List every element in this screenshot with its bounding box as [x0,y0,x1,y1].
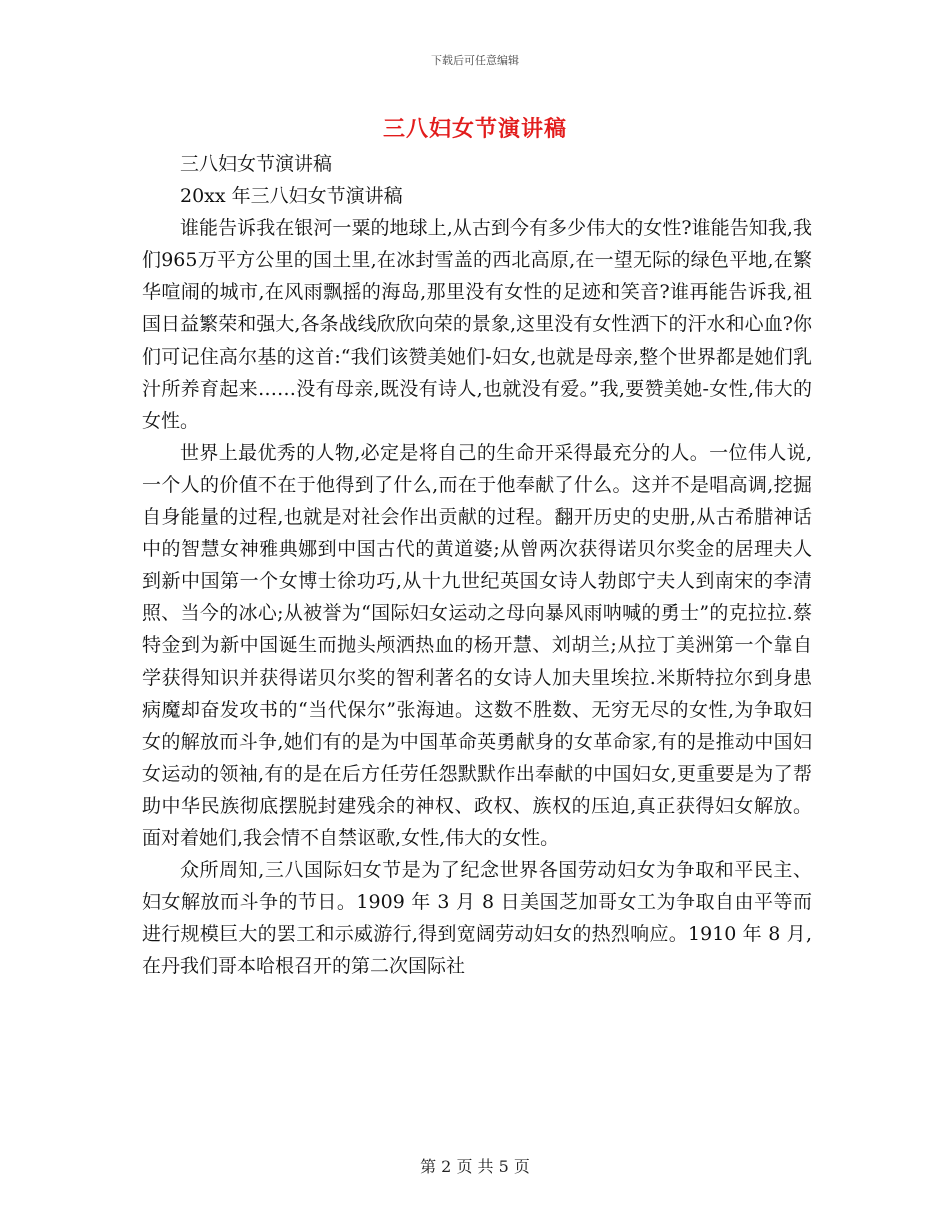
page-header: 下载后可任意编辑 [431,54,519,67]
paragraph: 世界上最优秀的人物,必定是将自己的生命开采得最充分的人。一位伟人说,一个人的价值不在于他得到了什么,而在于他奉献了什么。这并不是唱高调,挖掘自身能量的过程,也就是对社会作出贡献的过程。翻开历史的史册,从古希腊神话中的智慧女神雅典娜到中国古代的黄道婆;从曾两次获得诺贝尔奖金的居理夫人到新中国第一个女博士徐功巧,从十九世纪英国女诗人勃郎宁夫人到南宋的李清照、当今的冰心;从被誉为“国际妇女运动之母向暴风雨呐喊的勇士”的克拉拉.蔡特金到为新中国诞生而抛头颅洒热血的杨开慧、刘胡兰;从拉丁美洲第一个靠自学获得知识并获得诺贝尔奖的智利著名的女诗人加夫里埃拉.米斯特拉尔到身患病魔却奋发攻书的“当代保尔”张海迪。这数不胜数、无穷无尽的女性,为争取妇女的解放而斗争,她们有的是为中国革命英勇献身的女革命家,有的是推动中国妇女运动的领袖,有的是在后方任劳任怨默默作出奉献的中国妇女,更重要是为了帮助中华民族彻底摆脱封建残余的神权、政权、族权的压迫,真正获得妇女解放。面对着她们,我会情不自禁讴歌,女性,伟大的女性。 [142,441,812,849]
paragraph: 三八妇女节演讲稿 [180,153,333,175]
paragraph: 20xx 年三八妇女节演讲稿 [180,185,403,208]
document-body [142,148,812,982]
page-number-footer: 第 2 页 共 5 页 [420,1157,530,1176]
paragraph: 谁能告诉我在银河一粟的地球上,从古到今有多少伟大的女性?谁能告知我,我们965万平方公里的国土里,在冰封雪盖的西北高原,在一望无际的绿色平地,在繁华喧闹的城市,在风雨飘摇的海岛,那里没有女性的足迹和笑音?谁再能告诉我,祖国日益繁荣和强大,各条战线欣欣向荣的景象,这里没有女性洒下的汗水和心血?你们可记住高尔基的这首:“我们该赞美她们-妇女,也就是母亲,整个世界都是她们乳汁所养育起来……没有母亲,既没有诗人,也就没有爱。”我,要赞美她-女性,伟大的女性。 [142,217,812,432]
document-title: 三八妇女节演讲稿 [382,116,567,142]
paragraph: 众所周知,三八国际妇女节是为了纪念世界各国劳动妇女为争取和平民主、妇女解放而斗争的节日。1909 年 3 月 8 日美国芝加哥女工为争取自由平等而进行规模巨大的罢工和示威游行,得到宽阔劳动妇女的热烈响应。1910 年 8 月,在丹我们哥本哈根召开的第二次国际社 [142,859,812,978]
